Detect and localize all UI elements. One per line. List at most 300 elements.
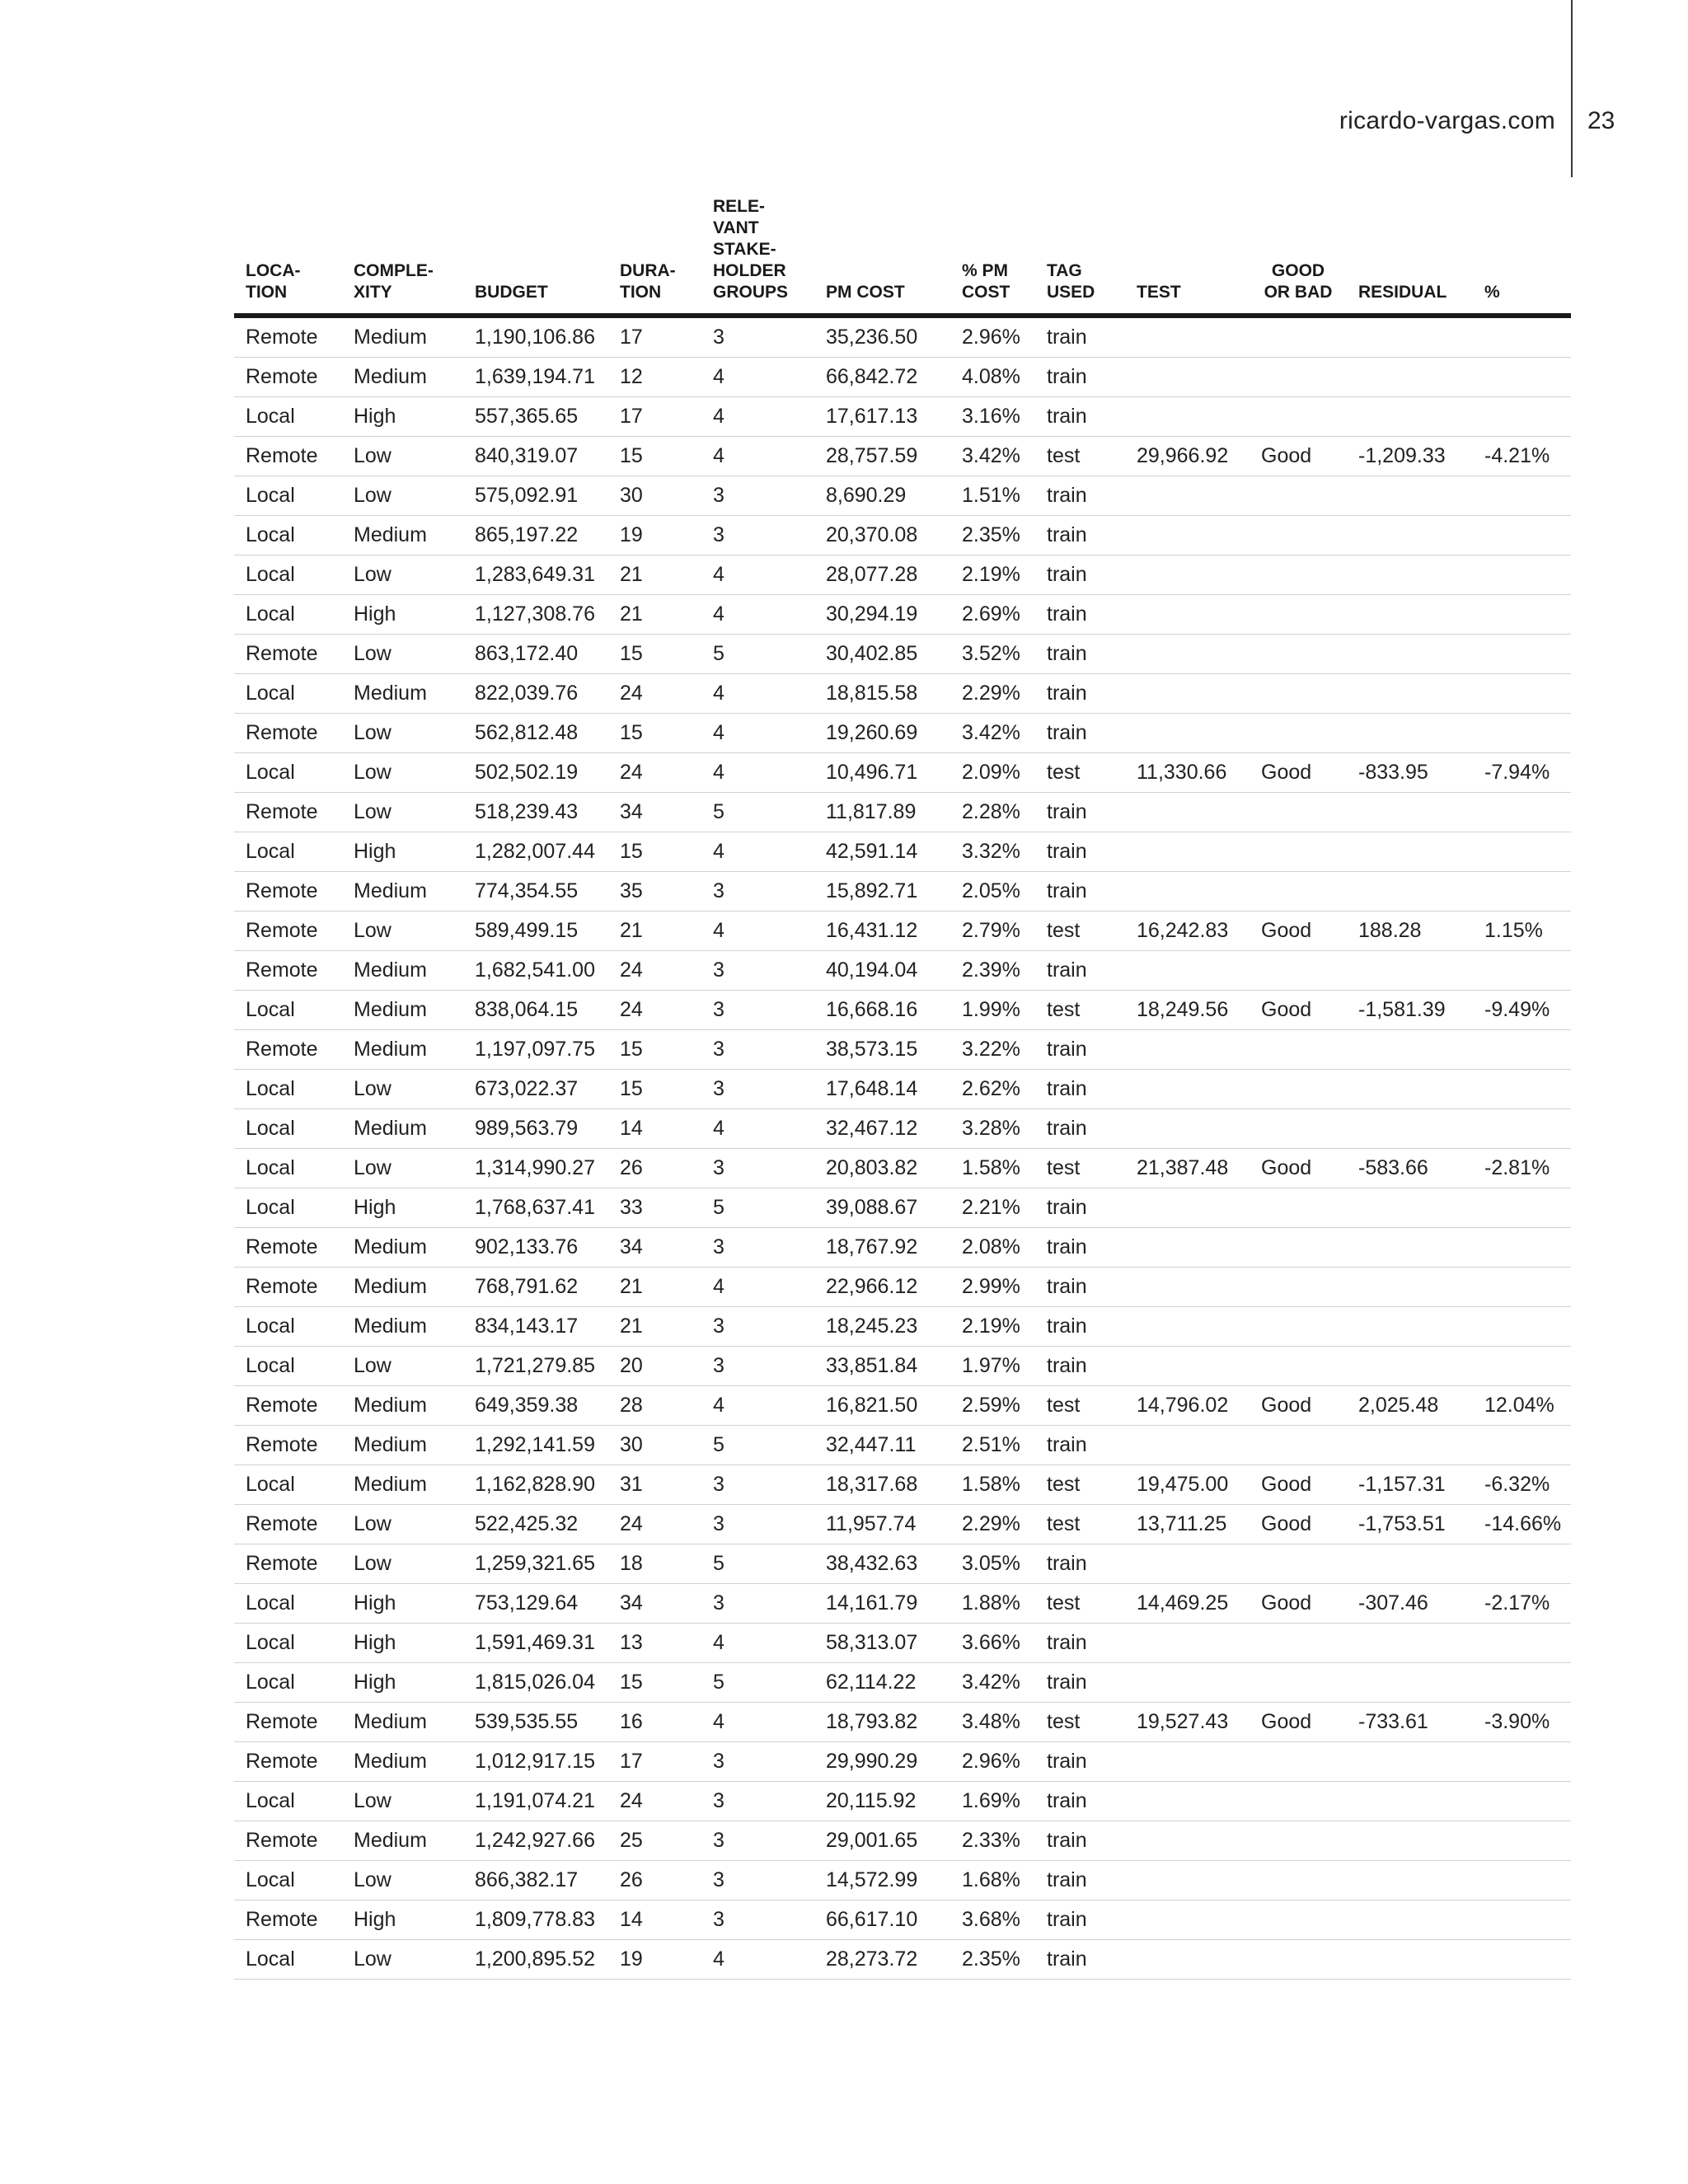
cell-pm-cost: 58,313.07 xyxy=(814,1624,950,1663)
cell-stakeholder-groups: 5 xyxy=(701,635,814,674)
cell-percent: -6.32% xyxy=(1473,1465,1571,1505)
cell-good-or-bad: Good xyxy=(1250,1465,1347,1505)
cell-budget: 1,162,828.90 xyxy=(463,1465,608,1505)
cell-location: Local xyxy=(234,1109,342,1149)
cell-tag-used: train xyxy=(1035,832,1125,872)
cell-good-or-bad xyxy=(1250,1188,1347,1228)
cell-pm-cost-percent: 2.96% xyxy=(950,316,1035,358)
cell-location: Remote xyxy=(234,793,342,832)
cell-residual: -1,581.39 xyxy=(1347,991,1473,1030)
cell-percent xyxy=(1473,832,1571,872)
cell-complexity: Medium xyxy=(342,991,463,1030)
column-header-budget xyxy=(463,196,608,316)
cell-percent xyxy=(1473,1228,1571,1268)
cell-budget: 774,354.55 xyxy=(463,872,608,912)
cell-test xyxy=(1125,1109,1250,1149)
table-row xyxy=(234,1544,1571,1584)
cell-pm-cost-percent: 2.21% xyxy=(950,1188,1035,1228)
cell-percent xyxy=(1473,1307,1571,1347)
cell-tag-used: train xyxy=(1035,397,1125,437)
cell-percent xyxy=(1473,1742,1571,1782)
cell-complexity: High xyxy=(342,1663,463,1703)
cell-stakeholder-groups: 3 xyxy=(701,1742,814,1782)
data-table xyxy=(234,196,1571,1980)
cell-pm-cost-percent: 1.99% xyxy=(950,991,1035,1030)
cell-pm-cost: 14,572.99 xyxy=(814,1861,950,1900)
cell-pm-cost: 17,617.13 xyxy=(814,397,950,437)
cell-good-or-bad xyxy=(1250,1663,1347,1703)
cell-good-or-bad xyxy=(1250,1782,1347,1821)
cell-percent xyxy=(1473,793,1571,832)
cell-complexity: High xyxy=(342,595,463,635)
cell-test: 19,475.00 xyxy=(1125,1465,1250,1505)
cell-duration: 14 xyxy=(608,1109,701,1149)
cell-residual xyxy=(1347,555,1473,595)
cell-pm-cost: 28,077.28 xyxy=(814,555,950,595)
cell-tag-used: test xyxy=(1035,991,1125,1030)
cell-tag-used: train xyxy=(1035,1228,1125,1268)
cell-percent xyxy=(1473,1663,1571,1703)
cell-pm-cost: 28,273.72 xyxy=(814,1940,950,1980)
cell-residual xyxy=(1347,1624,1473,1663)
cell-duration: 24 xyxy=(608,1505,701,1544)
cell-good-or-bad: Good xyxy=(1250,753,1347,793)
cell-percent xyxy=(1473,1782,1571,1821)
cell-stakeholder-groups: 3 xyxy=(701,1900,814,1940)
cell-percent xyxy=(1473,1940,1571,1980)
cell-pm-cost-percent: 4.08% xyxy=(950,358,1035,397)
cell-tag-used: train xyxy=(1035,674,1125,714)
cell-tag-used: train xyxy=(1035,635,1125,674)
cell-good-or-bad xyxy=(1250,1544,1347,1584)
cell-percent xyxy=(1473,1070,1571,1109)
cell-test: 18,249.56 xyxy=(1125,991,1250,1030)
cell-tag-used: train xyxy=(1035,595,1125,635)
cell-complexity: Low xyxy=(342,555,463,595)
cell-budget: 865,197.22 xyxy=(463,516,608,555)
cell-budget: 989,563.79 xyxy=(463,1109,608,1149)
cell-location: Local xyxy=(234,476,342,516)
cell-test xyxy=(1125,714,1250,753)
cell-duration: 15 xyxy=(608,832,701,872)
column-header-pm-cost-percent xyxy=(950,196,1035,316)
column-header-duration xyxy=(608,196,701,316)
cell-good-or-bad: Good xyxy=(1250,991,1347,1030)
cell-stakeholder-groups: 4 xyxy=(701,1940,814,1980)
column-header-label: RELE- VANT STAKE- HOLDER GROUPS xyxy=(713,197,789,302)
cell-test xyxy=(1125,1347,1250,1386)
cell-pm-cost: 18,317.68 xyxy=(814,1465,950,1505)
cell-complexity: Medium xyxy=(342,1386,463,1426)
cell-residual xyxy=(1347,1188,1473,1228)
table-row xyxy=(234,1900,1571,1940)
cell-location: Local xyxy=(234,1307,342,1347)
cell-good-or-bad xyxy=(1250,872,1347,912)
cell-budget: 1,809,778.83 xyxy=(463,1900,608,1940)
cell-good-or-bad xyxy=(1250,516,1347,555)
table-row xyxy=(234,1426,1571,1465)
cell-budget: 822,039.76 xyxy=(463,674,608,714)
cell-budget: 1,259,321.65 xyxy=(463,1544,608,1584)
cell-residual xyxy=(1347,1544,1473,1584)
cell-budget: 1,190,106.86 xyxy=(463,316,608,358)
cell-good-or-bad xyxy=(1250,1821,1347,1861)
cell-test: 19,527.43 xyxy=(1125,1703,1250,1742)
cell-percent: -9.49% xyxy=(1473,991,1571,1030)
cell-location: Local xyxy=(234,1465,342,1505)
cell-residual xyxy=(1347,793,1473,832)
cell-tag-used: train xyxy=(1035,1188,1125,1228)
cell-budget: 557,365.65 xyxy=(463,397,608,437)
cell-complexity: Medium xyxy=(342,1742,463,1782)
cell-test xyxy=(1125,1307,1250,1347)
cell-complexity: Medium xyxy=(342,1030,463,1070)
cell-pm-cost-percent: 2.51% xyxy=(950,1426,1035,1465)
cell-tag-used: train xyxy=(1035,1070,1125,1109)
cell-good-or-bad xyxy=(1250,1347,1347,1386)
cell-test xyxy=(1125,1188,1250,1228)
cell-percent xyxy=(1473,951,1571,991)
cell-pm-cost: 16,821.50 xyxy=(814,1386,950,1426)
cell-percent xyxy=(1473,714,1571,753)
column-header-stakeholder-groups xyxy=(701,196,814,316)
cell-test xyxy=(1125,1861,1250,1900)
table-row xyxy=(234,1861,1571,1900)
cell-residual xyxy=(1347,1347,1473,1386)
cell-duration: 13 xyxy=(608,1624,701,1663)
cell-complexity: Medium xyxy=(342,516,463,555)
cell-complexity: Low xyxy=(342,1347,463,1386)
table-row xyxy=(234,991,1571,1030)
cell-complexity: Medium xyxy=(342,1821,463,1861)
cell-residual xyxy=(1347,1742,1473,1782)
cell-residual xyxy=(1347,595,1473,635)
cell-pm-cost-percent: 2.33% xyxy=(950,1821,1035,1861)
cell-budget: 834,143.17 xyxy=(463,1307,608,1347)
cell-duration: 20 xyxy=(608,1347,701,1386)
cell-complexity: Medium xyxy=(342,872,463,912)
table-row xyxy=(234,912,1571,951)
cell-location: Remote xyxy=(234,714,342,753)
cell-residual: -1,753.51 xyxy=(1347,1505,1473,1544)
cell-test xyxy=(1125,1268,1250,1307)
cell-pm-cost-percent: 2.19% xyxy=(950,555,1035,595)
cell-pm-cost-percent: 2.59% xyxy=(950,1386,1035,1426)
cell-percent xyxy=(1473,358,1571,397)
cell-budget: 518,239.43 xyxy=(463,793,608,832)
cell-percent: -2.17% xyxy=(1473,1584,1571,1624)
cell-pm-cost: 66,842.72 xyxy=(814,358,950,397)
cell-duration: 21 xyxy=(608,912,701,951)
cell-stakeholder-groups: 4 xyxy=(701,714,814,753)
cell-complexity: Low xyxy=(342,476,463,516)
cell-test xyxy=(1125,1426,1250,1465)
cell-pm-cost: 42,591.14 xyxy=(814,832,950,872)
cell-duration: 21 xyxy=(608,555,701,595)
table-row xyxy=(234,753,1571,793)
cell-complexity: Low xyxy=(342,912,463,951)
cell-good-or-bad: Good xyxy=(1250,1703,1347,1742)
table-row xyxy=(234,437,1571,476)
cell-stakeholder-groups: 3 xyxy=(701,991,814,1030)
cell-complexity: Medium xyxy=(342,1228,463,1268)
cell-stakeholder-groups: 3 xyxy=(701,316,814,358)
cell-stakeholder-groups: 4 xyxy=(701,555,814,595)
cell-complexity: Medium xyxy=(342,1268,463,1307)
cell-duration: 15 xyxy=(608,437,701,476)
cell-good-or-bad xyxy=(1250,316,1347,358)
cell-pm-cost-percent: 2.29% xyxy=(950,674,1035,714)
cell-complexity: Low xyxy=(342,793,463,832)
cell-residual xyxy=(1347,674,1473,714)
cell-duration: 26 xyxy=(608,1149,701,1188)
cell-budget: 1,242,927.66 xyxy=(463,1821,608,1861)
cell-pm-cost-percent: 3.32% xyxy=(950,832,1035,872)
cell-test xyxy=(1125,1228,1250,1268)
table-row xyxy=(234,1307,1571,1347)
cell-residual xyxy=(1347,951,1473,991)
cell-duration: 25 xyxy=(608,1821,701,1861)
cell-stakeholder-groups: 3 xyxy=(701,1307,814,1347)
cell-pm-cost: 20,803.82 xyxy=(814,1149,950,1188)
cell-test: 14,796.02 xyxy=(1125,1386,1250,1426)
cell-stakeholder-groups: 4 xyxy=(701,912,814,951)
cell-pm-cost-percent: 3.16% xyxy=(950,397,1035,437)
cell-good-or-bad xyxy=(1250,832,1347,872)
cell-complexity: Low xyxy=(342,635,463,674)
table-row xyxy=(234,358,1571,397)
cell-pm-cost: 18,245.23 xyxy=(814,1307,950,1347)
cell-good-or-bad xyxy=(1250,397,1347,437)
cell-location: Local xyxy=(234,1940,342,1980)
cell-stakeholder-groups: 3 xyxy=(701,951,814,991)
cell-budget: 502,502.19 xyxy=(463,753,608,793)
cell-duration: 17 xyxy=(608,1742,701,1782)
cell-residual xyxy=(1347,1268,1473,1307)
cell-test xyxy=(1125,872,1250,912)
cell-residual xyxy=(1347,1821,1473,1861)
cell-complexity: Low xyxy=(342,753,463,793)
table-row xyxy=(234,1584,1571,1624)
cell-pm-cost: 20,115.92 xyxy=(814,1782,950,1821)
cell-stakeholder-groups: 4 xyxy=(701,1109,814,1149)
cell-pm-cost-percent: 1.51% xyxy=(950,476,1035,516)
cell-duration: 30 xyxy=(608,1426,701,1465)
cell-complexity: Low xyxy=(342,1149,463,1188)
cell-budget: 1,012,917.15 xyxy=(463,1742,608,1782)
cell-good-or-bad xyxy=(1250,1070,1347,1109)
cell-pm-cost: 30,402.85 xyxy=(814,635,950,674)
cell-tag-used: train xyxy=(1035,1030,1125,1070)
cell-complexity: Low xyxy=(342,714,463,753)
cell-location: Local xyxy=(234,1149,342,1188)
cell-good-or-bad xyxy=(1250,1426,1347,1465)
cell-test xyxy=(1125,1544,1250,1584)
cell-test xyxy=(1125,1624,1250,1663)
cell-test xyxy=(1125,555,1250,595)
cell-pm-cost: 17,648.14 xyxy=(814,1070,950,1109)
cell-residual xyxy=(1347,1426,1473,1465)
cell-duration: 34 xyxy=(608,1584,701,1624)
cell-tag-used: test xyxy=(1035,1584,1125,1624)
table-row xyxy=(234,1505,1571,1544)
page-number: 23 xyxy=(1587,107,1615,134)
cell-duration: 34 xyxy=(608,1228,701,1268)
column-header-label: GOOD OR BAD xyxy=(1264,261,1333,302)
cell-budget: 1,768,637.41 xyxy=(463,1188,608,1228)
cell-budget: 1,127,308.76 xyxy=(463,595,608,635)
table-row xyxy=(234,714,1571,753)
table-row xyxy=(234,1070,1571,1109)
cell-duration: 34 xyxy=(608,793,701,832)
cell-test xyxy=(1125,358,1250,397)
column-header-percent xyxy=(1473,196,1571,316)
cell-stakeholder-groups: 3 xyxy=(701,1782,814,1821)
column-header-residual xyxy=(1347,196,1473,316)
cell-percent xyxy=(1473,1544,1571,1584)
cell-residual xyxy=(1347,1030,1473,1070)
cell-location: Local xyxy=(234,1782,342,1821)
cell-budget: 1,639,194.71 xyxy=(463,358,608,397)
cell-good-or-bad xyxy=(1250,951,1347,991)
cell-residual xyxy=(1347,316,1473,358)
cell-pm-cost-percent: 1.69% xyxy=(950,1782,1035,1821)
cell-percent xyxy=(1473,1188,1571,1228)
cell-budget: 575,092.91 xyxy=(463,476,608,516)
cell-pm-cost: 38,573.15 xyxy=(814,1030,950,1070)
cell-budget: 1,200,895.52 xyxy=(463,1940,608,1980)
cell-budget: 1,682,541.00 xyxy=(463,951,608,991)
cell-tag-used: train xyxy=(1035,1742,1125,1782)
table-row xyxy=(234,1703,1571,1742)
table-row xyxy=(234,516,1571,555)
cell-complexity: Low xyxy=(342,1940,463,1980)
cell-tag-used: train xyxy=(1035,872,1125,912)
cell-location: Local xyxy=(234,674,342,714)
cell-complexity: Low xyxy=(342,437,463,476)
cell-pm-cost-percent: 2.39% xyxy=(950,951,1035,991)
table-row xyxy=(234,872,1571,912)
cell-residual xyxy=(1347,1228,1473,1268)
cell-residual: -733.61 xyxy=(1347,1703,1473,1742)
cell-residual xyxy=(1347,516,1473,555)
cell-pm-cost: 18,793.82 xyxy=(814,1703,950,1742)
cell-stakeholder-groups: 4 xyxy=(701,832,814,872)
cell-location: Remote xyxy=(234,951,342,991)
cell-complexity: High xyxy=(342,1900,463,1940)
cell-tag-used: train xyxy=(1035,316,1125,358)
cell-stakeholder-groups: 5 xyxy=(701,1663,814,1703)
cell-stakeholder-groups: 4 xyxy=(701,595,814,635)
cell-location: Remote xyxy=(234,1030,342,1070)
table-row xyxy=(234,793,1571,832)
cell-test xyxy=(1125,516,1250,555)
cell-good-or-bad: Good xyxy=(1250,1505,1347,1544)
cell-good-or-bad: Good xyxy=(1250,1584,1347,1624)
cell-pm-cost-percent: 2.99% xyxy=(950,1268,1035,1307)
cell-duration: 19 xyxy=(608,516,701,555)
cell-complexity: Medium xyxy=(342,1426,463,1465)
cell-tag-used: train xyxy=(1035,476,1125,516)
cell-stakeholder-groups: 4 xyxy=(701,753,814,793)
cell-location: Remote xyxy=(234,872,342,912)
table-row xyxy=(234,1386,1571,1426)
cell-budget: 522,425.32 xyxy=(463,1505,608,1544)
cell-duration: 15 xyxy=(608,1070,701,1109)
cell-location: Local xyxy=(234,595,342,635)
cell-location: Remote xyxy=(234,912,342,951)
cell-pm-cost-percent: 2.05% xyxy=(950,872,1035,912)
cell-tag-used: test xyxy=(1035,753,1125,793)
cell-residual: 2,025.48 xyxy=(1347,1386,1473,1426)
cell-test xyxy=(1125,1821,1250,1861)
cell-stakeholder-groups: 4 xyxy=(701,397,814,437)
cell-duration: 24 xyxy=(608,674,701,714)
table-row xyxy=(234,1821,1571,1861)
cell-stakeholder-groups: 3 xyxy=(701,1149,814,1188)
cell-good-or-bad xyxy=(1250,595,1347,635)
cell-good-or-bad xyxy=(1250,1109,1347,1149)
cell-residual xyxy=(1347,1900,1473,1940)
page-margin-rule xyxy=(1571,0,1573,177)
cell-residual xyxy=(1347,1940,1473,1980)
cell-duration: 18 xyxy=(608,1544,701,1584)
cell-complexity: Medium xyxy=(342,1109,463,1149)
cell-pm-cost-percent: 2.35% xyxy=(950,516,1035,555)
cell-stakeholder-groups: 3 xyxy=(701,476,814,516)
cell-percent xyxy=(1473,476,1571,516)
cell-good-or-bad: Good xyxy=(1250,912,1347,951)
cell-good-or-bad xyxy=(1250,1228,1347,1268)
cell-pm-cost-percent: 2.96% xyxy=(950,1742,1035,1782)
cell-tag-used: test xyxy=(1035,1149,1125,1188)
cell-residual xyxy=(1347,635,1473,674)
cell-duration: 33 xyxy=(608,1188,701,1228)
cell-pm-cost: 30,294.19 xyxy=(814,595,950,635)
cell-pm-cost: 32,467.12 xyxy=(814,1109,950,1149)
cell-pm-cost-percent: 1.58% xyxy=(950,1149,1035,1188)
cell-location: Local xyxy=(234,1624,342,1663)
cell-budget: 1,721,279.85 xyxy=(463,1347,608,1386)
cell-good-or-bad xyxy=(1250,1940,1347,1980)
cell-percent xyxy=(1473,1900,1571,1940)
cell-stakeholder-groups: 3 xyxy=(701,872,814,912)
cell-budget: 539,535.55 xyxy=(463,1703,608,1742)
cell-stakeholder-groups: 3 xyxy=(701,1584,814,1624)
cell-tag-used: train xyxy=(1035,1307,1125,1347)
cell-location: Remote xyxy=(234,1821,342,1861)
cell-stakeholder-groups: 3 xyxy=(701,1465,814,1505)
cell-duration: 35 xyxy=(608,872,701,912)
cell-budget: 649,359.38 xyxy=(463,1386,608,1426)
cell-percent: -4.21% xyxy=(1473,437,1571,476)
cell-location: Local xyxy=(234,397,342,437)
cell-pm-cost-percent: 1.88% xyxy=(950,1584,1035,1624)
cell-test xyxy=(1125,635,1250,674)
cell-location: Remote xyxy=(234,1703,342,1742)
cell-tag-used: train xyxy=(1035,1109,1125,1149)
cell-pm-cost: 10,496.71 xyxy=(814,753,950,793)
cell-residual xyxy=(1347,832,1473,872)
cell-test xyxy=(1125,1742,1250,1782)
column-header-pm-cost xyxy=(814,196,950,316)
cell-duration: 15 xyxy=(608,714,701,753)
cell-budget: 768,791.62 xyxy=(463,1268,608,1307)
cell-location: Remote xyxy=(234,437,342,476)
cell-tag-used: test xyxy=(1035,1386,1125,1426)
cell-residual: -833.95 xyxy=(1347,753,1473,793)
cell-tag-used: train xyxy=(1035,555,1125,595)
